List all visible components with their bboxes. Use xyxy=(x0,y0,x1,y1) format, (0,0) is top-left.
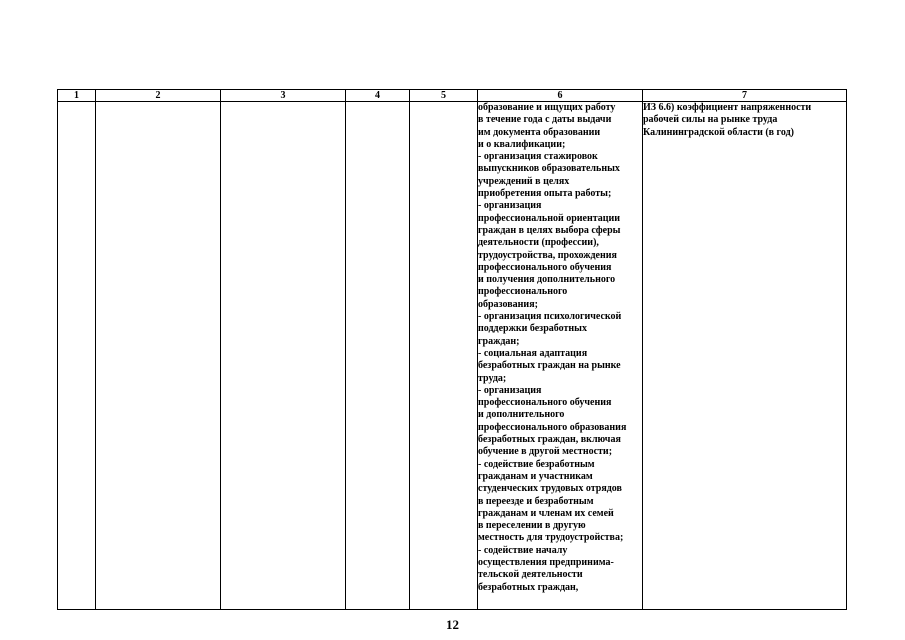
cell-col-4 xyxy=(346,102,410,610)
table-row xyxy=(58,102,847,610)
col6-line: - содействие началу xyxy=(478,544,568,556)
col6-line: обучение в другой местности; xyxy=(478,446,613,458)
col6-line: в переселении в другую xyxy=(478,520,586,532)
col6-line: образования; xyxy=(478,298,538,310)
col6-line: и дополнительного xyxy=(478,409,565,421)
col6-line: безработных граждан, xyxy=(478,581,579,593)
col6-line: граждан; xyxy=(478,335,520,347)
cell-col-1 xyxy=(58,102,96,610)
header-col-1: 1 xyxy=(58,90,96,102)
col6-line: профессионального образования xyxy=(478,421,627,433)
cell-col-2 xyxy=(96,102,221,610)
header-row xyxy=(58,90,847,102)
col6-line: учреждений в целях xyxy=(478,175,570,187)
col6-line: трудоустройства, прохождения xyxy=(478,249,617,261)
col6-line: профессионального обучения xyxy=(478,397,612,409)
col7-line: рабочей силы на рынке труда xyxy=(643,114,778,126)
col6-line: в течение года с даты выдачи xyxy=(478,114,612,126)
col6-line: и получения дополнительного xyxy=(478,274,616,286)
col6-line: гражданам и участникам xyxy=(478,470,593,482)
header-col-6: 6 xyxy=(478,90,643,102)
col6-line: тельской деятельности xyxy=(478,569,583,581)
page-number: 12 xyxy=(446,617,459,632)
header-col-7: 7 xyxy=(643,90,847,102)
header-col-4: 4 xyxy=(346,90,410,102)
cell-col-3 xyxy=(221,102,346,610)
cell-col-5 xyxy=(410,102,478,610)
col6-line: им документа образовании xyxy=(478,126,601,138)
col6-line: - организация стажировок xyxy=(478,151,598,163)
col6-line: - содействие безработным xyxy=(478,458,595,470)
col6-line: - социальная адаптация xyxy=(478,347,588,359)
col6-line: местность для трудоустройства; xyxy=(478,532,624,544)
col6-line: гражданам и членам их семей xyxy=(478,507,614,519)
col6-line: образование и ищущих работу xyxy=(478,102,616,113)
header-col-3: 3 xyxy=(221,90,346,102)
document-table xyxy=(57,89,847,610)
header-col-2: 2 xyxy=(96,90,221,102)
col6-line: приобретения опыта работы; xyxy=(478,188,612,200)
col6-line: осуществления предпринима- xyxy=(478,556,614,568)
col6-line: выпускников образовательных xyxy=(478,163,620,175)
col7-line: ИЗ 6.6) коэффициент напряженности xyxy=(643,102,812,113)
col6-line: студенческих трудовых отрядов xyxy=(478,483,622,495)
col6-line: профессионального xyxy=(478,286,568,298)
col6-line: в переезде и безработным xyxy=(478,495,594,507)
header-col-5: 5 xyxy=(410,90,478,102)
col6-line: профессионального обучения xyxy=(478,261,612,273)
col7-line: Калининградской области (в год) xyxy=(643,126,794,138)
col6-line: - организация xyxy=(478,200,542,212)
col6-line: профессиональной ориентации xyxy=(478,212,621,224)
col6-line: граждан в целях выбора сферы xyxy=(478,224,621,236)
col6-line: и о квалификации; xyxy=(478,138,566,150)
col6-line: труда; xyxy=(478,372,507,384)
col6-line: - организация психологической xyxy=(478,311,622,323)
col6-line: - организация xyxy=(478,384,542,396)
col6-line: деятельности (профессии), xyxy=(478,237,599,249)
cell-col-6 xyxy=(478,102,643,610)
col6-line: безработных граждан, включая xyxy=(478,434,621,446)
col6-line: поддержки безработных xyxy=(478,323,587,335)
cell-col-7 xyxy=(643,102,847,610)
col6-line: безработных граждан на рынке xyxy=(478,360,621,372)
